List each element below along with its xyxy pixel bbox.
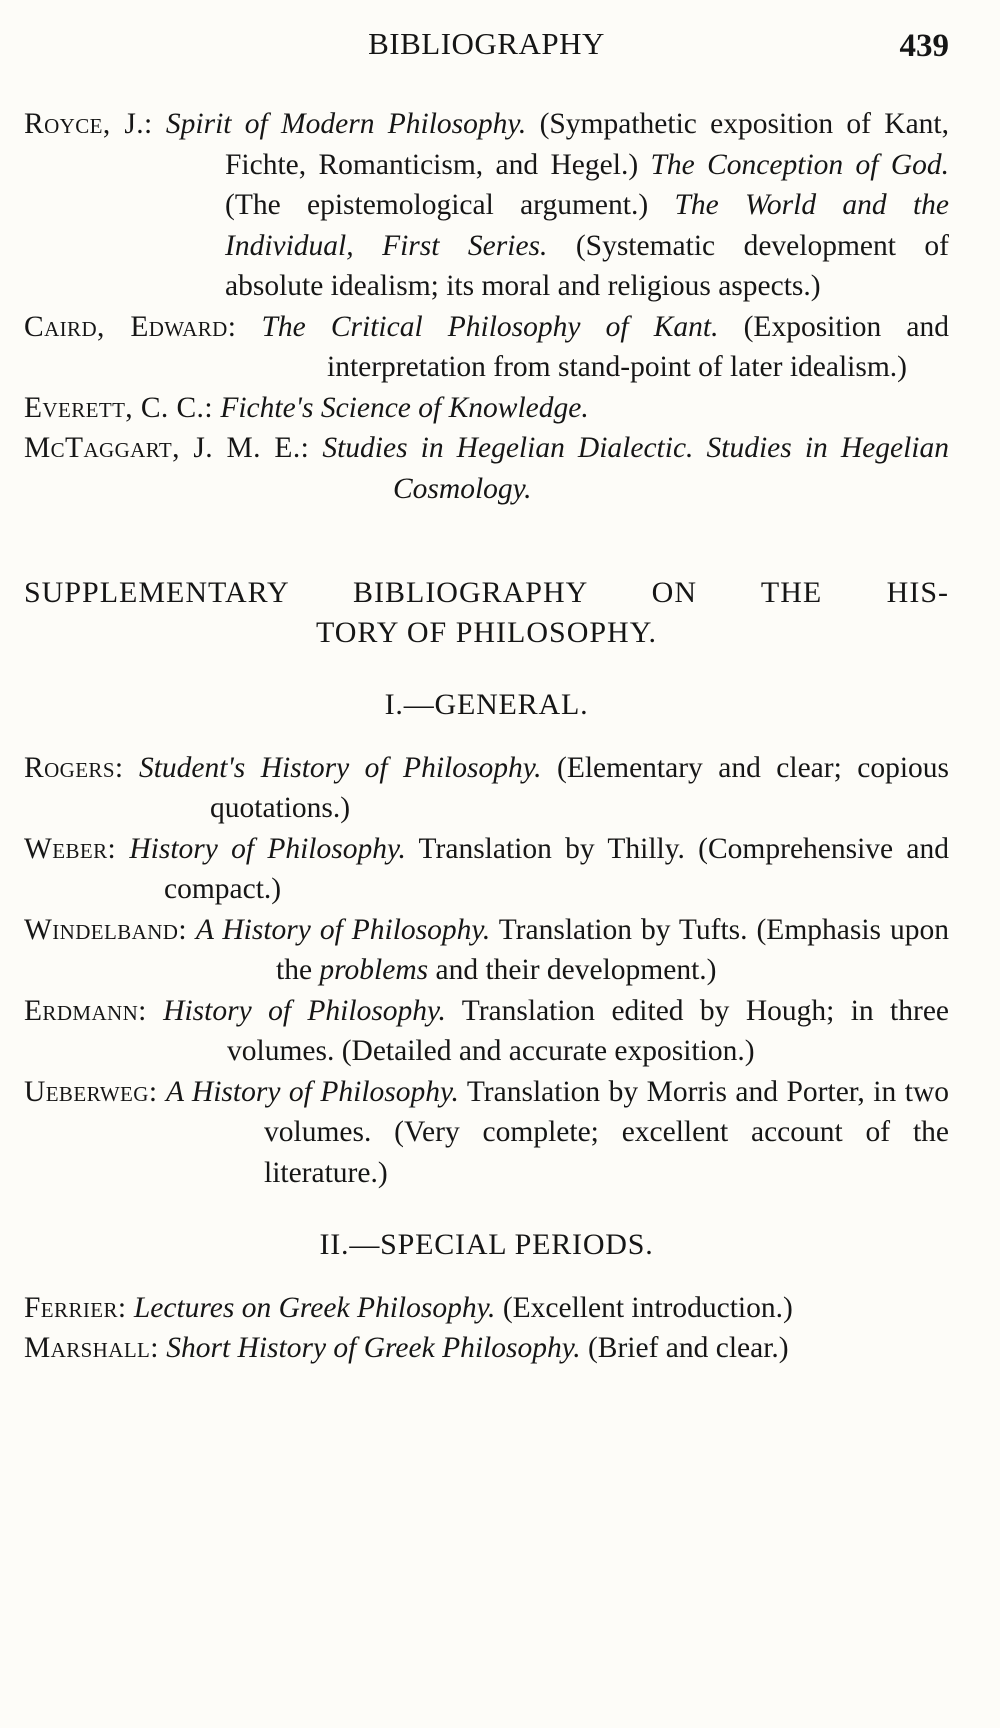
entry-author: Caird, Edward: bbox=[24, 310, 237, 343]
entry-title: Student's History of Philosophy. bbox=[138, 751, 542, 784]
entry-text: Translation by Tufts. (Emphasis upon the bbox=[276, 913, 949, 986]
entry-text: (Systematic development of absolute idealism; its moral and religious aspects.) bbox=[225, 229, 949, 302]
running-title: BIBLIOGRAPHY bbox=[368, 26, 605, 61]
entry-text bbox=[309, 432, 322, 464]
entry-text: (Sympathetic exposition of Kant, Fichte, Romanticism, and Hegel.) bbox=[225, 108, 949, 181]
entry-title: A History of Philosophy. bbox=[195, 913, 491, 946]
section-heading-special-periods: II.—SPECIAL PERIODS. bbox=[319, 1228, 654, 1261]
entry-text: (Excellent introduction.) bbox=[495, 1291, 793, 1324]
entry-title: Lectures on Greek Philosophy. bbox=[133, 1291, 496, 1324]
entry-text bbox=[124, 752, 139, 784]
entry-text: Translation by Morris and Porter, in two volumes. (Very complete; excellent account of the literature.) bbox=[264, 1075, 949, 1189]
bib-entry-rogers bbox=[24, 748, 949, 829]
entry-title: Spirit of Modern Philosophy. bbox=[165, 108, 527, 140]
entry-text: and their development.) bbox=[428, 954, 717, 986]
entry-title: Fichte's Science of Knowledge. bbox=[220, 391, 589, 424]
entry-author: Windelband: bbox=[24, 913, 187, 946]
entry-author: Erdmann: bbox=[24, 994, 147, 1027]
entry-title: The Critical Philosophy of Kant. bbox=[261, 310, 719, 343]
entry-title: A History of Philosophy. bbox=[165, 1075, 459, 1108]
page-number: 439 bbox=[899, 28, 949, 64]
entry-title: History of Philosophy. bbox=[129, 832, 406, 865]
entry-title: problems bbox=[319, 954, 429, 986]
page-body bbox=[24, 104, 949, 1369]
supplementary-heading bbox=[24, 573, 949, 653]
bib-entry-everett bbox=[24, 388, 949, 429]
bib-entry-caird bbox=[24, 307, 949, 388]
entry-title: The Conception of God. bbox=[650, 148, 949, 181]
entry-text: (Brief and clear.) bbox=[580, 1332, 789, 1364]
entry-title: Studies in Hegelian Dialectic. Studies in Hegelian Cosmology. bbox=[322, 432, 950, 505]
entry-text bbox=[116, 833, 129, 865]
entry-text bbox=[187, 914, 196, 946]
entry-text bbox=[153, 108, 166, 140]
entry-text: Translation edited by Hough; in three volumes. (Detailed and accurate exposition.) bbox=[227, 994, 950, 1067]
entry-title: The World and the Individual, First Series. bbox=[225, 189, 949, 262]
entry-title: History of Philosophy. bbox=[163, 994, 446, 1027]
page-header bbox=[24, 22, 949, 70]
entry-author: Ueberweg: bbox=[24, 1075, 158, 1108]
bib-entry-ueberweg bbox=[24, 1072, 949, 1194]
entry-text: Translation by Thilly. (Comprehensive and compact.) bbox=[164, 832, 950, 905]
entry-author: Royce, J.: bbox=[24, 108, 153, 140]
entry-author: Everett, C. C.: bbox=[24, 391, 213, 424]
bib-entry-mctaggart bbox=[24, 428, 949, 509]
entry-text: (The epistemological argument.) bbox=[225, 189, 675, 221]
supplementary-heading-line2: TORY OF PHILOSOPHY. bbox=[315, 616, 658, 649]
bib-entry-erdmann bbox=[24, 991, 949, 1072]
bib-entry-royce bbox=[24, 104, 949, 307]
entry-text bbox=[236, 311, 261, 343]
entry-text: (Elementary and clear; copious quotations.) bbox=[210, 751, 949, 824]
entry-author: Marshall: bbox=[24, 1332, 159, 1364]
supplementary-heading-line1: SUPPLEMENTARY BIBLIOGRAPHY ON THE HIS- bbox=[24, 576, 949, 609]
entry-text bbox=[157, 1076, 166, 1108]
entry-text: (Exposition and interpretation from stand-point of later idealism.) bbox=[327, 310, 949, 383]
entry-author: Ferrier: bbox=[24, 1291, 127, 1324]
entry-author: Weber: bbox=[24, 832, 117, 865]
entry-author: Rogers: bbox=[24, 751, 124, 784]
bib-entry-ferrier bbox=[24, 1288, 949, 1329]
entry-title: Short History of Greek Philosophy. bbox=[166, 1332, 581, 1364]
entry-text bbox=[126, 1292, 133, 1324]
entry-text bbox=[147, 995, 163, 1027]
entry-author: McTaggart, J. M. E.: bbox=[24, 432, 310, 464]
section-heading-general: I.—GENERAL. bbox=[384, 688, 589, 721]
bib-entry-windelband bbox=[24, 910, 949, 991]
bib-entry-marshall bbox=[24, 1328, 949, 1369]
bib-entry-weber bbox=[24, 829, 949, 910]
